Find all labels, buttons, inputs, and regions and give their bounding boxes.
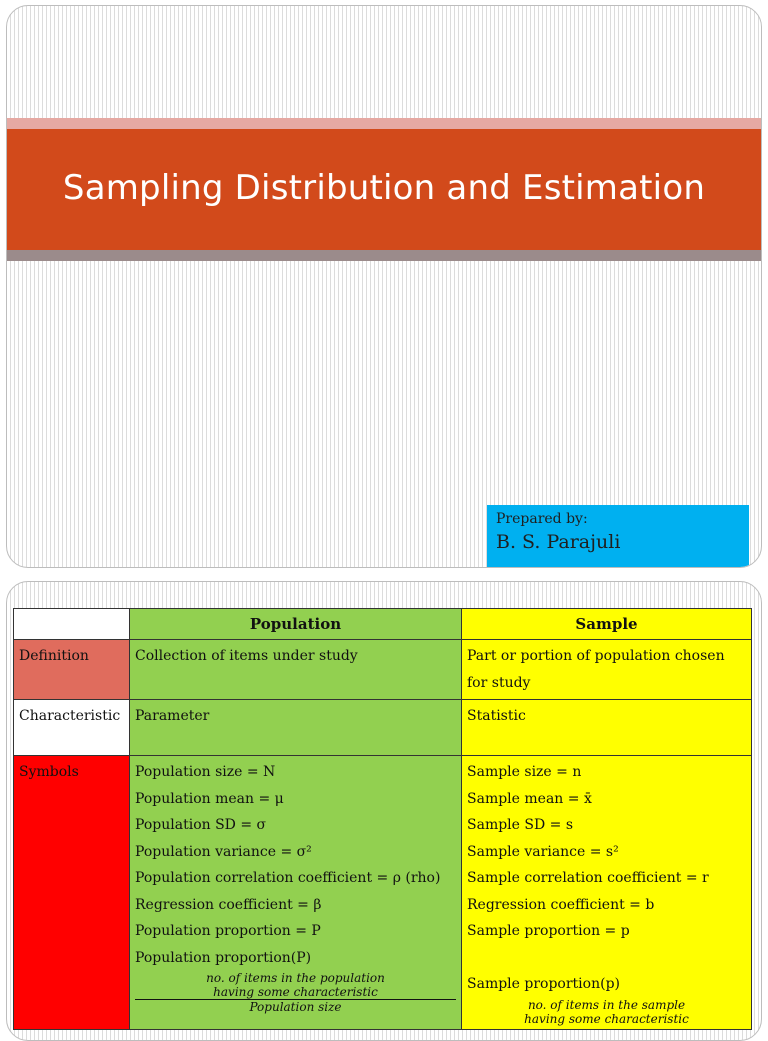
samp-symbol-regression: Regression coefficient = b	[467, 896, 655, 913]
characteristic-population: Parameter	[130, 700, 462, 756]
author-name: B. S. Parajuli	[496, 531, 621, 553]
samp-symbol-variance: Sample variance = s²	[467, 843, 619, 860]
pop-symbol-correlation: Population correlation coefficient = ρ (rho)	[135, 870, 441, 886]
samp-symbol-correlation: Sample correlation coefficient = r	[467, 870, 709, 886]
symbols-label: Symbols	[14, 756, 130, 1030]
pop-symbol-proportion-p: Population proportion(P)	[135, 949, 312, 966]
samp-formula-numerator-1: no. of items in the sample	[527, 997, 686, 1012]
prepared-label: Prepared by:	[496, 511, 588, 527]
prepared-by-box	[487, 505, 749, 568]
header-row	[14, 609, 752, 640]
samp-formula-numerator-2: having some characteristic	[524, 1011, 689, 1026]
comparison-slide	[6, 581, 762, 1041]
samp-symbol-sd: Sample SD = s	[467, 817, 574, 833]
symbols-sample	[462, 756, 752, 1030]
pop-symbol-mean: Population mean = μ	[135, 790, 284, 807]
samp-blank-line	[467, 945, 746, 972]
population-sample-table	[13, 608, 752, 1030]
header-sample: Sample	[462, 609, 752, 640]
pop-symbol-variance: Population variance = σ²	[135, 843, 312, 860]
symbols-population	[130, 756, 462, 1030]
pop-symbol-proportion: Population proportion = P	[135, 923, 321, 939]
slide-title: Sampling Distribution and Estimation	[62, 168, 706, 208]
characteristic-sample: Statistic	[462, 700, 752, 756]
pop-symbol-regression: Regression coefficient = β	[135, 896, 322, 913]
symbols-row	[14, 756, 752, 1030]
pop-formula-numerator-2: having some characteristic	[213, 985, 378, 999]
definition-population: Collection of items under study	[130, 640, 462, 700]
pop-formula-numerator-1: no. of items in the population	[206, 971, 385, 985]
header-population: Population	[130, 609, 462, 640]
definition-sample: Part or portion of population chosen for study	[462, 640, 752, 700]
pop-formula-denominator: Population size	[135, 999, 456, 1014]
pop-symbol-size: Population size = N	[135, 764, 276, 780]
header-blank	[14, 609, 130, 640]
definition-row	[14, 640, 752, 700]
accent-band-bottom	[7, 250, 761, 261]
pop-symbol-sd: Population SD = σ	[135, 817, 267, 833]
samp-symbol-size: Sample size = n	[467, 764, 582, 780]
accent-band-top	[7, 118, 761, 129]
samp-symbol-proportion-p: Sample proportion(p)	[467, 976, 620, 992]
title-slide	[6, 5, 762, 568]
characteristic-label: Characteristic	[14, 700, 130, 756]
characteristic-row	[14, 700, 752, 756]
definition-label: Definition	[14, 640, 130, 700]
samp-symbol-proportion: Sample proportion = p	[467, 923, 630, 939]
samp-symbol-mean: Sample mean = x̄	[467, 790, 592, 807]
